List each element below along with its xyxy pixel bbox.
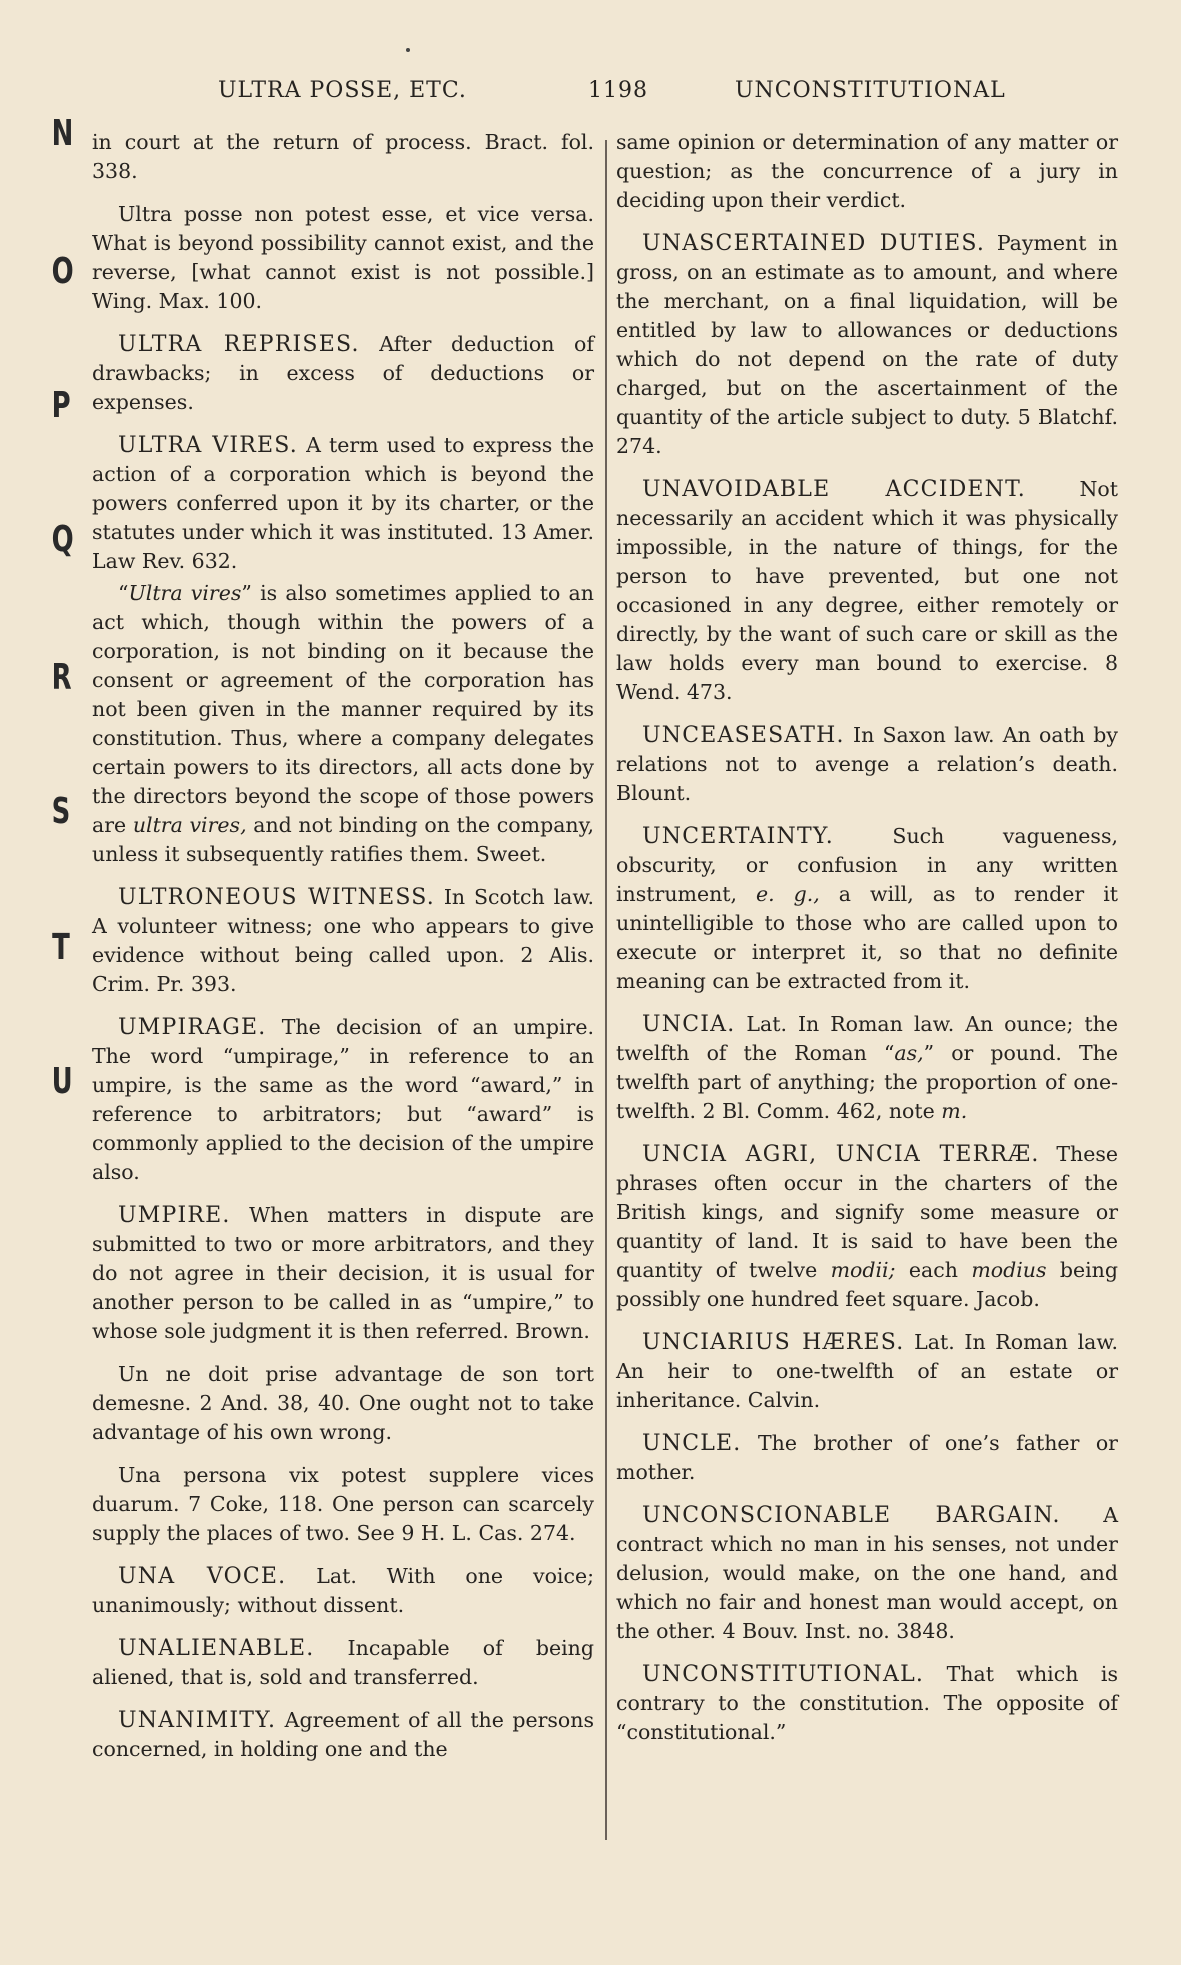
thumb-index-r[interactable]: R <box>51 657 72 698</box>
headword: UNASCERTAINED DUTIES. <box>642 231 986 256</box>
entry-un-ne-doit-maxim: Un ne doit prise advantage de son tort demesne. 2 And. 38, 40. One ought not to take advantage of his own wrong. <box>92 1362 594 1444</box>
definition: being possibly one hundred feet square. Jacob. <box>616 1258 1119 1311</box>
entry-ultra-vires-continued <box>92 579 594 869</box>
headword: UNAVOIDABLE ACCIDENT. <box>642 477 1026 502</box>
headword: UMPIRE. <box>118 1203 231 1228</box>
entry-unciarius-haeres <box>616 1328 1118 1415</box>
headword: ULTRONEOUS WITNESS. <box>118 885 435 910</box>
definition: ” is also sometimes applied to an act which, though within the powers of a corporation, is not binding on it because the consent or agreement of the corporation has not been given in the manner required by its constitution. Thus, where a company delegates certain powers to its directors, all acts done by the directors beyond the scope of those powers are <box>92 581 594 837</box>
entry-uncia-agri <box>616 1140 1118 1314</box>
page-number: 1198 <box>588 78 648 103</box>
headword: UNCERTAINTY. <box>642 824 834 849</box>
headword: UNCIA AGRI, UNCIA TERRÆ. <box>642 1142 1040 1167</box>
definition: a will, as to render it unintelligible to those who are called upon to execute or interpret it, so that no definite meaning can be extracted from it. <box>616 882 1118 993</box>
entry-unanimity <box>92 1706 594 1764</box>
thumb-index-q[interactable]: Q <box>51 519 74 560</box>
entry-uncle <box>616 1429 1118 1487</box>
definition: In Scotch law. A volunteer witness; one who appears to give evidence without being called upon. 2 Alis. Crim. Pr. 393. <box>92 885 594 996</box>
thumb-index-n[interactable]: N <box>51 113 74 154</box>
definition: and not binding on the company, unless it subsequently ratifies them. Sweet. <box>92 813 594 866</box>
headword: UNCEASESATH. <box>642 723 845 748</box>
thumb-index-o[interactable]: O <box>51 251 74 292</box>
italic-term: modii; <box>830 1258 896 1282</box>
thumb-index-t[interactable]: T <box>52 927 70 968</box>
thumb-index-u[interactable]: U <box>51 1061 73 1102</box>
headword: ULTRA REPRISES. <box>118 332 360 357</box>
entry-umpire <box>92 1201 594 1346</box>
quote-mark: “ <box>118 581 129 605</box>
definition: Not necessarily an accident which it was physically impossible, in the nature of things, for the person to have prevented, but one not occasioned in any degree, either remotely or directly, by the want of such care or skill as the law holds every man bound to exercise. 8 Wend. 473. <box>616 477 1118 704</box>
entry-ultroneous-witness <box>92 883 594 999</box>
headword: UMPIRAGE. <box>118 1015 267 1040</box>
definition: That which is contrary to the constitution. The opposite of “constitutional.” <box>616 1662 1118 1744</box>
definition: Such vagueness, obscurity, or confusion in any written instrument, <box>616 824 1118 906</box>
definition: A contract which no man in his senses, not under delusion, would make, on the one hand, and which no fair and honest man would accept, on the other. 4 Bouv. Inst. no. 3848. <box>616 1503 1118 1643</box>
definition: The decision of an umpire. The word “umpirage,” in reference to an umpire, is the same as the word “award,” in reference to arbitrators; but “award” is commonly applied to the decision of the umpire also. <box>92 1015 594 1184</box>
right-column <box>616 128 1118 1761</box>
headword: UNCONSCIONABLE BARGAIN. <box>642 1503 1061 1528</box>
definition: Lat. In Roman law. An ounce; the twelfth of the Roman “ <box>616 1012 1118 1065</box>
entry-ultra-vires <box>92 431 594 576</box>
definition: The brother of one’s father or mother. <box>616 1431 1118 1484</box>
entry-unavoidable-accident <box>616 475 1118 707</box>
thumb-index-s[interactable]: S <box>51 791 71 832</box>
italic-term: ultra vires, <box>132 813 247 837</box>
headword: UNA VOCE. <box>118 1564 287 1589</box>
header-right-guide-word: UNCONSTITUTIONAL <box>735 78 1006 103</box>
definition: each <box>895 1258 972 1282</box>
italic-term: as, <box>894 1041 924 1065</box>
definition: These phrases often occur in the charters of the British kings, and signify some measure or quantity of land. It is said to have been the quantity of twelve <box>616 1142 1118 1282</box>
headword: UNCLE. <box>642 1431 742 1456</box>
definition: After deduction of drawbacks; in excess of deductions or expenses. <box>92 332 594 414</box>
definition: Payment in gross, on an estimate as to amount, and where the merchant, on a final liquidation, will be entitled by law to allowances or deductions which do not depend on the rate of duty charged, but on the ascertainment of the quantity of the article subject to duty. 5 Blatchf. 274. <box>616 231 1118 458</box>
headword: UNCONSTITUTIONAL. <box>642 1662 925 1687</box>
running-header <box>0 78 1181 118</box>
entry-una-persona-maxim: Una persona vix potest supplere vices duarum. 7 Coke, 118. One person can scarcely supply the places of two. See 9 H. L. Cas. 274. <box>92 1463 594 1545</box>
definition: In Saxon law. An oath by relations not to avenge a relation’s death. Blount. <box>616 723 1118 805</box>
entry-ultra-posse-maxim: Ultra posse non potest esse, et vice versa. What is beyond possibility cannot exist, and the reverse, [what cannot exist is not possible.] Wing. Max. 100. <box>92 202 594 313</box>
italic-term: modius <box>971 1258 1047 1282</box>
entry-unconstitutional <box>616 1660 1118 1747</box>
definition: When matters in dispute are submitted to two or more arbitrators, and they do not agree in their decision, it is usual for another person to be called in as “umpire,” to whose sole judgment it is then referred. Brown. <box>92 1203 594 1343</box>
entry-continuation: in court at the return of process. Bract. fol. 338. <box>92 130 594 183</box>
entry-uncia <box>616 1010 1118 1126</box>
entry-unanimity-continued: same opinion or determination of any matter or question; as the concurrence of a jury in deciding upon their verdict. <box>616 130 1118 212</box>
header-left-guide-word: ULTRA POSSE, ETC. <box>218 78 467 103</box>
headword: UNANIMITY. <box>118 1708 277 1733</box>
entry-unascertained-duties <box>616 229 1118 461</box>
headword: UNCIARIUS HÆRES. <box>642 1330 905 1355</box>
italic-term: Ultra vires <box>128 581 242 605</box>
definition: Agreement of all the persons concerned, in holding one and the <box>92 1708 594 1761</box>
italic-term: m. <box>941 1099 968 1123</box>
entry-ultra-reprises <box>92 330 594 417</box>
entry-unconscionable-bargain <box>616 1501 1118 1646</box>
print-speck <box>406 48 410 52</box>
headword: UNCIA. <box>642 1012 736 1037</box>
entry-uncertainty <box>616 822 1118 996</box>
headword: ULTRA VIRES. <box>118 433 298 458</box>
entry-unceasesath <box>616 721 1118 808</box>
entry-una-voce <box>92 1562 594 1620</box>
thumb-index-p[interactable]: P <box>51 385 71 426</box>
headword: UNALIENABLE. <box>118 1636 315 1661</box>
entry-unalienable <box>92 1634 594 1692</box>
definition: Lat. With one voice; unanimously; without dissent. <box>92 1564 594 1617</box>
definition: ” or pound. The twelfth part of anything; the proportion of one-twelfth. 2 Bl. Comm. 462, note <box>616 1041 1118 1123</box>
definition: Incapable of being aliened, that is, sold and transferred. <box>92 1636 594 1689</box>
column-divider <box>605 140 607 1840</box>
italic-term: e. g., <box>756 882 820 906</box>
entry-umpirage <box>92 1013 594 1187</box>
definition: Lat. In Roman law. An heir to one-twelfth of an estate or inheritance. Calvin. <box>616 1330 1118 1412</box>
definition: A term used to express the action of a corporation which is beyond the powers conferred upon it by its charter, or the statutes under which it was instituted. 13 Amer. Law Rev. 632. <box>92 433 594 573</box>
left-column <box>92 128 594 1778</box>
